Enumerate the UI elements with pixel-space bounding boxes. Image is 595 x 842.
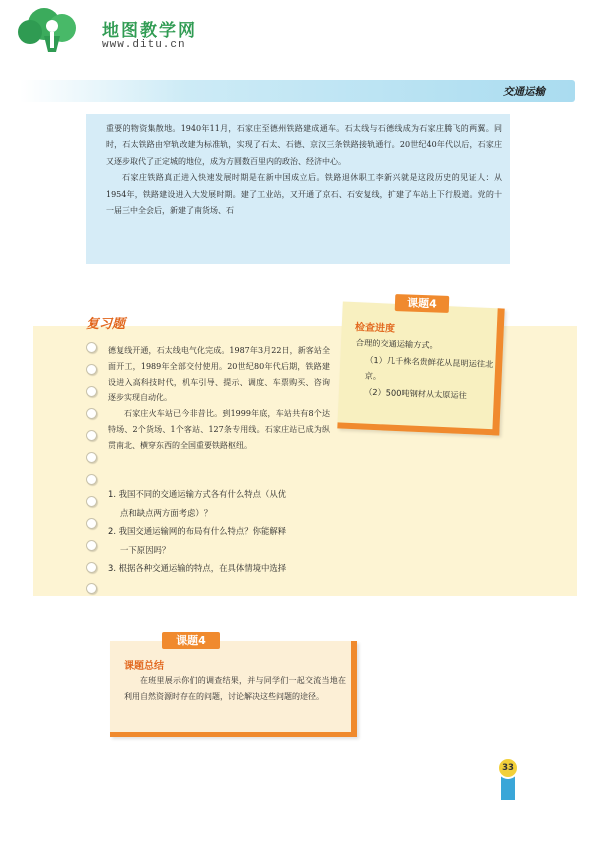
binding-ring-icon [86, 364, 97, 375]
topic-tab: 课题4 [395, 294, 450, 313]
question-line: 点和缺点两方面考虑）？ [120, 507, 213, 518]
page-number: 33 [497, 757, 519, 779]
binding-ring-icon [86, 408, 97, 419]
question-line: 一下原因吗？ [120, 544, 171, 555]
binding-ring-icon [86, 562, 97, 573]
site-logo [14, 6, 204, 54]
logo-title: 地图教学网 [102, 21, 197, 41]
question-line: 1. 我国不同的交通运输方式各有什么特点（从优 [108, 489, 287, 499]
tree-logo-icon [14, 6, 94, 54]
chapter-label: 交通运输 [503, 86, 545, 98]
note-body [124, 673, 346, 705]
binding-ring-icon [86, 386, 97, 397]
binding-ring-icon [86, 496, 97, 507]
note-subtitle: 检查进度 [354, 322, 396, 335]
question-line: 3. 根据各种交通运输的特点，在具体情境中选择 [108, 563, 287, 573]
logo-url: www.ditu.cn [102, 39, 186, 51]
binding-ring-icon [86, 342, 97, 353]
reading-excerpt [86, 114, 510, 264]
review-paragraph: 石家庄火车站已今非昔比。到1999年底，车站共有8个达特场、2个货场、1个客站、127条专用线。石家庄站已成为纵贯南北、横穿东西的全国重要铁路枢纽。 [108, 409, 330, 450]
binding-ring-icon [86, 430, 97, 441]
binding-ring-icon [86, 583, 97, 594]
question-line: 2. 我国交通运输网的布局有什么特点？你能解释 [108, 526, 287, 536]
binding-ring-icon [86, 518, 97, 529]
note-body [355, 335, 500, 405]
note-subtitle: 课题总结 [124, 661, 164, 672]
review-questions [108, 485, 334, 578]
summary-paragraph: 在班里展示你们的调查结果，并与同学们一起交流当地在利用自然资源时存在的问题，讨论解决这些问题的途径。 [124, 676, 346, 701]
excerpt-paragraph: 石家庄铁路真正进入快速发展时期是在新中国成立后。铁路退休职工李新兴就是这段历史的见证人：从1954年，铁路建设进入大发展时期。建了工业站，又开通了京石、石安复线，扩建了车站上下行股道。党的十一届三中全会后，新建了南货场、石 [106, 173, 502, 216]
binding-ring-icon [86, 474, 97, 485]
review-paragraph: 德复线开通，石太线电气化完成。1987年3月22日，新客站全面开工，1989年全部交付使用。20世纪80年代后期，铁路建设进入高科技时代，机车引导、提示、调度、车票购买、咨询逐步实现自动化。 [108, 346, 330, 403]
binding-ring-icon [86, 452, 97, 463]
excerpt-paragraph: 重要的物资集散地。1940年11月，石家庄至德州铁路建成通车。石太线与石德线成为石家庄腾飞的两翼。同时，石太铁路由窄轨改建为标准轨，实现了石太、石德、京汉三条铁路接轨通行。20世纪40年代以后，石家庄又逐步取代了正定城的地位，成为方圆数百里内的政治、经济中心。 [106, 124, 502, 166]
chapter-banner [20, 80, 575, 102]
note-line: 合理的交通运输方式。 [355, 337, 438, 351]
binding-ring-icon [86, 540, 97, 551]
review-text [108, 343, 330, 454]
note-line: （2）500吨钢材从太原运往 [364, 386, 468, 401]
note-line: （1）几千株名贵鲜花从昆明运往北京。 [364, 354, 494, 382]
topic-tab: 课题4 [162, 632, 220, 649]
review-title: 复习题 [86, 317, 126, 332]
